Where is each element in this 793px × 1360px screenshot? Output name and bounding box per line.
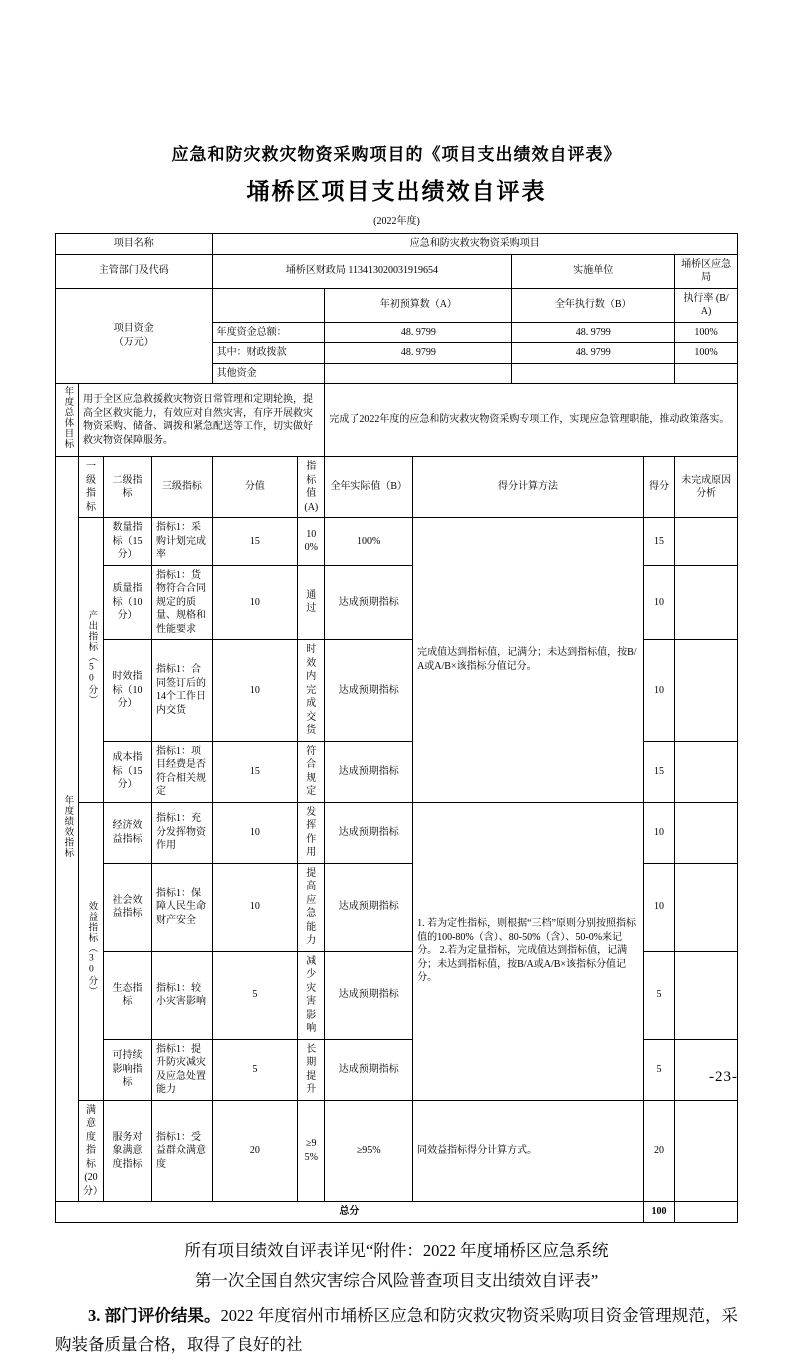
annual-indicator-side-label-text: 年度绩效指标: [62, 795, 73, 859]
col-actual-header: 全年实际值（B）: [325, 457, 413, 518]
department-value: 埇桥区财政局 113413020031919654: [212, 254, 512, 288]
funds-row-exec-2: [512, 363, 675, 384]
funds-row-budget-0: 48. 9799: [325, 322, 512, 343]
score-value: 20: [212, 1100, 298, 1202]
col-rate-header: 执行率 (B/A): [675, 288, 738, 322]
got-score: 20: [643, 1100, 674, 1202]
total-label: 总分: [56, 1202, 644, 1223]
col-exec-header: 全年执行数（B）: [512, 288, 675, 322]
col-reason-header: 未完成原因分析: [675, 457, 738, 518]
funds-row-budget-2: [325, 363, 512, 384]
performance-self-assessment-table: [55, 233, 738, 1223]
score-value: 5: [212, 951, 298, 1039]
annual-indicator-side-label: [56, 457, 79, 1202]
target-value: 长期提升: [298, 1039, 325, 1100]
table-row-project-name: [56, 234, 738, 255]
funds-row-rate-2: [675, 363, 738, 384]
actual-value: 达成预期指标: [325, 640, 413, 742]
score-value: 15: [212, 518, 298, 566]
actual-value: 100%: [325, 518, 413, 566]
calc-method-satisfaction: 同效益指标得分计算方式。: [413, 1100, 644, 1202]
funds-row-label-2: 其他资金: [212, 363, 325, 384]
actual-value: 达成预期指标: [325, 1039, 413, 1100]
funds-row-budget-1: 48. 9799: [325, 343, 512, 364]
project-funds-label: [56, 288, 213, 384]
target-value: 减少灾害影响: [298, 951, 325, 1039]
table-row-indicator: [56, 802, 738, 863]
level1-output-text: 产出指标（50分）: [86, 609, 97, 706]
actual-value: 达成预期指标: [325, 741, 413, 802]
funds-row-name-header: [212, 288, 325, 322]
level3-label: 指标1：充分发挥物资作用: [152, 802, 213, 863]
got-score: 5: [643, 1039, 674, 1100]
level2-label: 成本指标（15分）: [104, 741, 152, 802]
col-got-header: 得分: [643, 457, 674, 518]
got-score: 15: [643, 741, 674, 802]
table-row-indicator-header: [56, 457, 738, 518]
score-value: 10: [212, 802, 298, 863]
reason-cell: [675, 802, 738, 863]
got-score: 5: [643, 951, 674, 1039]
col-calc-header: 得分计算方法: [413, 457, 644, 518]
level3-label: 指标1：保障人民生命财产安全: [152, 863, 213, 951]
level3-label: 指标1：提升防灾减灾及应急处置能力: [152, 1039, 213, 1100]
table-row-indicator: [56, 518, 738, 566]
table-row-indicator: [56, 1100, 738, 1202]
funds-row-rate-1: 100%: [675, 343, 738, 364]
level2-label: 经济效益指标: [104, 802, 152, 863]
actual-value: 达成预期指标: [325, 863, 413, 951]
level3-label: 指标1：受益群众满意度: [152, 1100, 213, 1202]
actual-value: ≥95%: [325, 1100, 413, 1202]
body-line-2: 第一次全国自然灾害综合风险普查项目支出绩效自评表”: [194, 1271, 599, 1291]
level3-label: 指标1：合同签订后的14个工作日内交货: [152, 640, 213, 742]
got-score: 10: [643, 802, 674, 863]
target-value: 时效内完成交货: [298, 640, 325, 742]
level2-label: 服务对象满意度指标: [104, 1100, 152, 1202]
paragraph-lead: 3. 部门评价结果。: [88, 1306, 221, 1326]
body-text-block: [55, 1237, 738, 1297]
table-row-annual-goal: [56, 384, 738, 457]
target-value: 发挥作用: [298, 802, 325, 863]
calc-method-output: 完成值达到指标值，记满分；未达到指标值，按B/A或A/B×该指标分值记分。: [413, 518, 644, 803]
target-value: ≥95%: [298, 1100, 325, 1202]
score-value: 10: [212, 565, 298, 640]
implement-unit-label: 实施单位: [512, 254, 675, 288]
funds-row-exec-1: 48. 9799: [512, 343, 675, 364]
project-funds-label-line2: （万元）: [113, 336, 154, 348]
level2-label: 时效指标（10分）: [104, 640, 152, 742]
reason-cell: [675, 518, 738, 566]
body-paragraph: [55, 1302, 738, 1360]
col-score-header: 分值: [212, 457, 298, 518]
funds-row-exec-0: 48. 9799: [512, 322, 675, 343]
got-score: 10: [643, 565, 674, 640]
level3-label: 指标1：项目经费是否符合相关规定: [152, 741, 213, 802]
paragraph-rest: 2022 年度宿州市埇桥区应急和防灾救灾物资采购项目资金管理规范，采购装备质量合格，取得了良好的社: [55, 1306, 739, 1355]
funds-row-label-1: 其中：财政拨款: [212, 343, 325, 364]
page-number: -23-: [709, 1069, 738, 1085]
target-value: 通过: [298, 565, 325, 640]
got-score: 15: [643, 518, 674, 566]
score-value: 10: [212, 863, 298, 951]
annual-goal-planned: 用于全区应急救援救灾物资日常管理和定期轮换，提高全区救灾能力，有效应对自然灾害，有序开展救灾物资采购、储备、调拨和紧急配送等工作，切实做好救灾物资保障服务。: [78, 384, 324, 457]
level2-label: 质量指标（10分）: [104, 565, 152, 640]
annual-goal-side-label-text: 年度总体目标: [62, 386, 73, 450]
project-name-label: 项目名称: [56, 234, 213, 255]
level1-output: [78, 518, 103, 803]
score-value: 10: [212, 640, 298, 742]
annual-goal-side-label: [56, 384, 79, 457]
project-name-value: 应急和防灾救灾物资采购项目: [212, 234, 737, 255]
reason-cell: [675, 640, 738, 742]
table-row-department: [56, 254, 738, 288]
reason-cell: [675, 1100, 738, 1202]
funds-row-label-0: 年度资金总额：: [212, 322, 325, 343]
level2-label: 社会效益指标: [104, 863, 152, 951]
level3-label: 指标1：货物符合合同规定的质量、规格和性能要求: [152, 565, 213, 640]
col-level1-header: 一级指标: [78, 457, 103, 518]
score-value: 15: [212, 741, 298, 802]
level1-benefit-text: 效益指标（30分）: [86, 901, 97, 997]
col-target-header: 指标值(A): [298, 457, 325, 518]
body-line-1: 所有项目绩效自评表详见“附件：2022 年度埇桥区应急系统: [184, 1240, 609, 1260]
score-value: 5: [212, 1039, 298, 1100]
funds-row-rate-0: 100%: [675, 322, 738, 343]
reason-cell: [675, 565, 738, 640]
calc-method-benefit: 1. 若为定性指标，则根据“三档”原则分别按照指标值的100-80%（含）、80-50%（含）、50-0%来记分。 2.若为定量指标，完成值达到指标值，记满分；未达到指标值，按B/A或A/B×该指标分值记分。: [413, 802, 644, 1100]
project-funds-label-line1: 项目资金: [113, 323, 154, 335]
reason-cell: [675, 951, 738, 1039]
document-title-line1: 应急和防灾救灾物资采购项目的《项目支出绩效自评表》: [171, 145, 622, 164]
level2-label: 生态指标: [104, 951, 152, 1039]
level2-label: 可持续影响指标: [104, 1039, 152, 1100]
actual-value: 达成预期指标: [325, 802, 413, 863]
col-level2-header: 二级指标: [104, 457, 152, 518]
col-budget-header: 年初预算数（A）: [325, 288, 512, 322]
col-level3-header: 三级指标: [152, 457, 213, 518]
target-value: 提高应急能力: [298, 863, 325, 951]
target-value: 100%: [298, 518, 325, 566]
level3-label: 指标1：较小灾害影响: [152, 951, 213, 1039]
document-subtitle: (2022年度): [373, 216, 420, 227]
annual-goal-actual: 完成了2022年度的应急和防灾救灾物资采购专项工作，实现应急管理职能，推动政策落实。: [325, 384, 738, 457]
document-title-line2: 埇桥区项目支出绩效自评表: [246, 178, 547, 204]
total-score: 100: [643, 1202, 674, 1223]
reason-cell: [675, 741, 738, 802]
department-label: 主管部门及代码: [56, 254, 213, 288]
implement-unit-value: 埇桥区应急局: [675, 254, 738, 288]
table-row-funds-header: [56, 288, 738, 322]
target-value: 符合规定: [298, 741, 325, 802]
actual-value: 达成预期指标: [325, 951, 413, 1039]
got-score: 10: [643, 640, 674, 742]
level1-satisfaction: 满意度指标(20分）: [78, 1100, 103, 1202]
actual-value: 达成预期指标: [325, 565, 413, 640]
level2-label: 数量指标（15分）: [104, 518, 152, 566]
reason-cell: [675, 863, 738, 951]
total-reason: [675, 1202, 738, 1223]
got-score: 10: [643, 863, 674, 951]
level1-benefit: [78, 802, 103, 1100]
level3-label: 指标1：采购计划完成率: [152, 518, 213, 566]
table-row-total: [56, 1202, 738, 1223]
